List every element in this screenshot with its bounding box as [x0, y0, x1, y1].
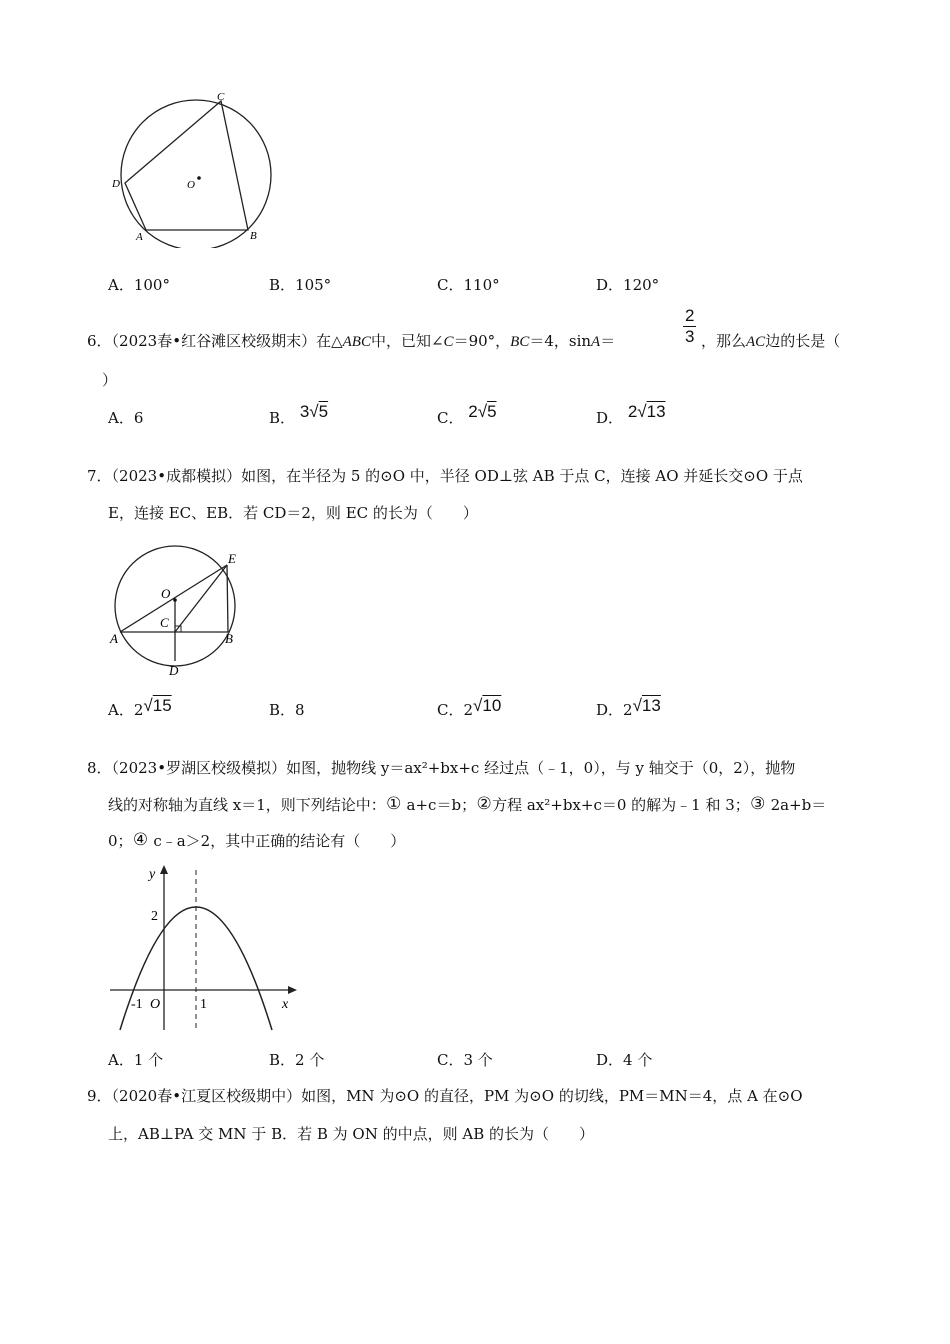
q6-stem-line1 — [87, 331, 615, 352]
q7-option-a-math: √15 — [143, 696, 172, 715]
q6-ac: AC — [746, 334, 766, 350]
q8-y-arrow — [160, 865, 168, 874]
q7-option-c-label: C．2 — [437, 701, 474, 719]
q5-quadrilateral — [125, 101, 248, 230]
q8-statement-1: a+c＝b； — [401, 796, 477, 814]
q6-abc: ABC — [342, 334, 371, 350]
q6-text-c: ＝90°， — [453, 332, 511, 350]
q6-text-d: ＝4，sin — [529, 332, 592, 350]
q8-stem-line3 — [108, 831, 405, 851]
q6-option-b-coef: 3 — [299, 402, 310, 421]
q7-option-a — [108, 696, 172, 720]
q8-statement-2: 方程 ax²+bx+c＝0 的解为﹣1 和 3； — [492, 796, 750, 814]
q8-statement-3: 2a+b＝ — [765, 796, 827, 814]
q7-center-dot — [173, 598, 177, 602]
q6-option-b-math: 3√5 — [299, 402, 329, 421]
q9-stem-line1 — [87, 1086, 803, 1106]
q5-label-c: C — [217, 91, 225, 103]
q8-label-neg1: -1 — [131, 997, 143, 1012]
q8-label-y: y — [149, 867, 156, 882]
q7-option-d — [596, 696, 661, 720]
q7-stem-line2: E，连接 EC、EB．若 CD＝2，则 EC 的长为（ ） — [108, 504, 478, 522]
q7-source: （2023•成都模拟） — [111, 467, 242, 485]
q9-source: （2020春•江夏区校级期中） — [111, 1087, 302, 1105]
q5-label-a: A — [136, 231, 143, 243]
q7-label-b: B — [225, 631, 233, 646]
q8-circled-4: ④ — [132, 830, 149, 849]
q5-option-b: B．105° — [269, 276, 332, 294]
q5-label-o: O — [187, 179, 195, 191]
q6-option-b-rad: 5 — [318, 402, 329, 421]
q8-label-2: 2 — [151, 909, 158, 924]
q6-option-b-label: B． — [269, 409, 296, 427]
q9-text-1: 如图，MN 为⊙O 的直径，PM 为⊙O 的切线，PM＝MN＝4，点 A 在⊙O — [301, 1087, 803, 1105]
q6-text-g: 边的长是（ — [765, 332, 841, 350]
q5-center-dot — [197, 176, 201, 180]
q7-label-a: A — [110, 631, 118, 646]
q7-figure — [105, 545, 250, 680]
q6-text-a: 在△ — [316, 332, 343, 350]
q6-text-b: 中，已知∠ — [370, 332, 444, 350]
q7-option-a-label: A．2 — [108, 701, 144, 719]
q7-text-1: 如图，在半径为 5 的⊙O 中，半径 OD⊥弦 AB 于点 C，连接 AO 并延长交⊙O 于点 — [241, 467, 803, 485]
q6-option-a: A．6 — [108, 409, 144, 427]
q7-label-d: D — [169, 663, 179, 678]
q7-line-ae — [120, 565, 227, 632]
q7-line-eb — [227, 565, 228, 632]
q7-option-c-rad: 10 — [482, 696, 502, 715]
q6-source: （2023春•红谷滩区校级期末） — [111, 332, 317, 350]
q7-option-c — [437, 696, 502, 720]
q6-number: 6． — [87, 332, 112, 350]
q9-number: 9． — [87, 1087, 112, 1105]
q5-option-d: D．120° — [596, 276, 660, 294]
q8-stem-line1 — [87, 758, 795, 778]
q6-bc: BC — [510, 334, 530, 350]
q5-option-c: C．110° — [437, 276, 500, 294]
q8-number: 8． — [87, 759, 112, 777]
q8-text-2a: 线的对称轴为直线 x＝1，则下列结论中： — [108, 796, 386, 814]
q6-option-b — [269, 402, 329, 428]
q7-number: 7． — [87, 467, 112, 485]
q7-label-c: C — [160, 615, 169, 630]
q7-option-d-label: D．2 — [596, 701, 633, 719]
q8-figure — [105, 860, 305, 1035]
q8-statement-4: c﹣a＞2，其中正确的结论有（ ） — [148, 832, 406, 850]
q7-stem-line1 — [87, 466, 803, 486]
q8-source: （2023•罗湖区校级模拟） — [111, 759, 287, 777]
q7-option-b: B．8 — [269, 701, 305, 719]
q8-circled-2: ② — [476, 794, 492, 813]
q8-option-d: D．4 个 — [596, 1051, 653, 1069]
q8-option-a: A．1 个 — [108, 1051, 164, 1069]
q6-option-c-label: C． — [437, 409, 464, 427]
q7-label-e: E — [228, 551, 236, 566]
q7-option-a-rad: 15 — [152, 696, 172, 715]
q9-stem-line2: 上，AB⊥PA 交 MN 于 B．若 B 为 ON 的中点，则 AB 的长为（ ） — [108, 1125, 595, 1143]
q6-option-c-rad: 5 — [487, 402, 497, 421]
q6-frac-num: 2 — [685, 306, 695, 325]
q8-stem-line2 — [108, 795, 826, 815]
q8-text-3a: 0； — [108, 832, 133, 850]
q5-label-b: B — [250, 230, 257, 242]
q6-fraction — [683, 306, 696, 347]
q6-stem-line1-end — [701, 331, 840, 352]
q6-option-c-math: 2√5 — [468, 402, 497, 421]
q6-text-f: ，那么 — [701, 332, 747, 350]
q7-option-d-rad: 13 — [641, 696, 661, 715]
q6-option-d-math: 2√13 — [627, 402, 666, 421]
q7-label-o: O — [161, 586, 171, 601]
q6-option-c-coef: 2 — [468, 402, 478, 421]
q6-option-d — [596, 402, 666, 428]
q7-option-c-math: √10 — [473, 696, 502, 715]
q5-figure — [105, 88, 285, 248]
q7-option-d-math: √13 — [632, 696, 661, 715]
q8-label-o: O — [150, 997, 161, 1012]
q6-c: C — [443, 334, 454, 350]
q7-line-ec — [175, 565, 227, 632]
q6-frac-den: 3 — [685, 327, 695, 346]
q6-text-e: ＝ — [600, 332, 616, 350]
q6-option-c — [437, 402, 497, 428]
q6-stem-line2: ） — [102, 371, 118, 389]
q8-x-arrow — [288, 986, 297, 994]
q8-circled-1: ① — [386, 794, 402, 813]
q8-option-c: C．3 个 — [437, 1051, 493, 1069]
q8-label-1: 1 — [200, 997, 207, 1012]
q5-option-a: A．100° — [108, 276, 170, 294]
q6-option-d-coef: 2 — [627, 402, 638, 421]
q8-circled-3: ③ — [750, 794, 766, 813]
q8-label-x: x — [282, 997, 289, 1012]
q6-option-d-rad: 13 — [646, 402, 666, 421]
q5-label-d: D — [112, 178, 120, 190]
q8-text-1: 如图，抛物线 y＝ax²+bx+c 经过点（﹣1，0），与 y 轴交于（0，2），抛物 — [286, 759, 796, 777]
q8-option-b: B．2 个 — [269, 1051, 325, 1069]
q6-option-d-label: D． — [596, 409, 624, 427]
q6-a: A — [591, 334, 601, 350]
